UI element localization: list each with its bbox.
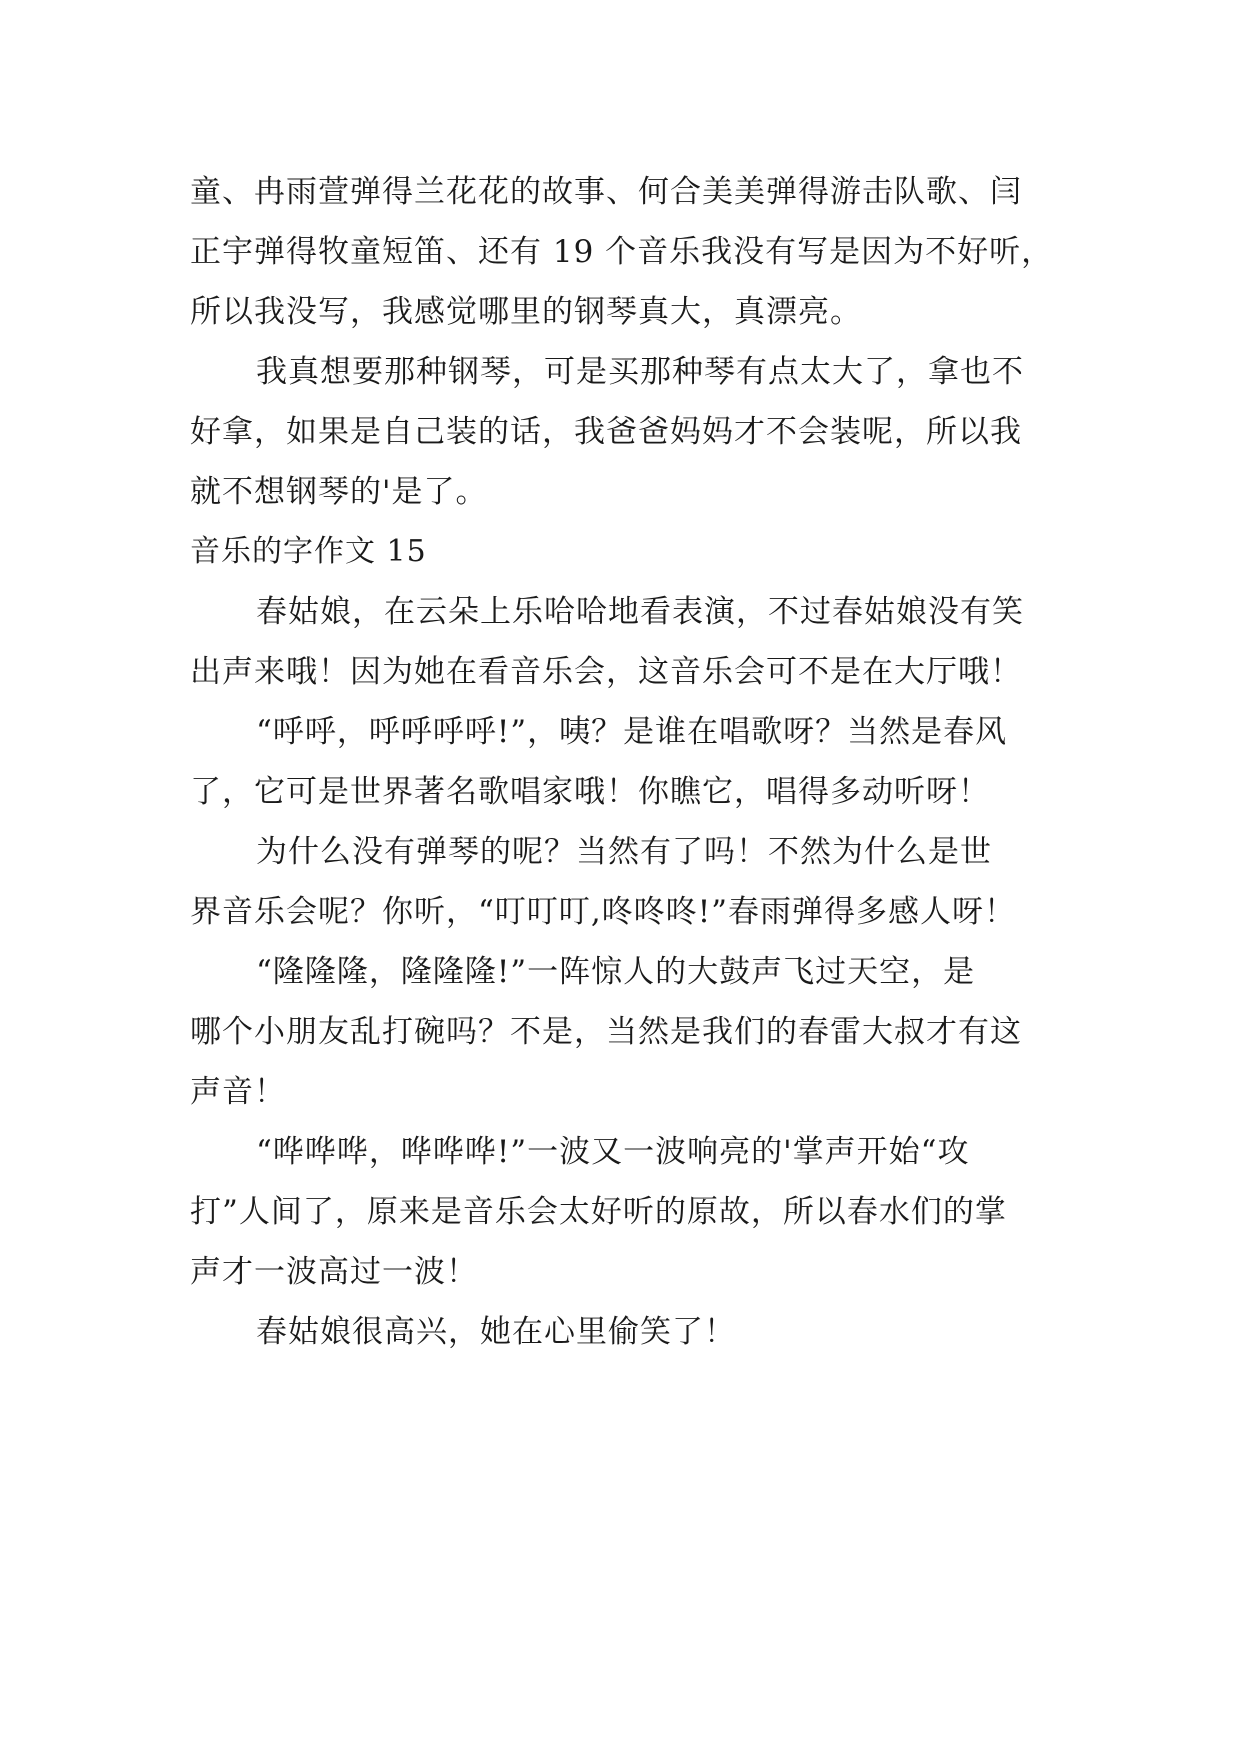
paragraph-7 — [190, 1122, 1060, 1302]
paragraph-1 — [190, 162, 1060, 342]
text-line: 就不想钢琴的'是了。 — [190, 474, 488, 510]
text-line: 打”人间了，原来是音乐会太好听的原故，所以春水们的掌 — [190, 1194, 1007, 1230]
document-page — [190, 162, 1060, 1362]
text-line: 我真想要那种钢琴，可是买那种琴有点太大了，拿也不 — [256, 354, 1024, 390]
text-line: 声音！ — [190, 1074, 286, 1110]
text-line: 好拿，如果是自己装的话，我爸爸妈妈才不会装呢，所以我 — [190, 414, 1022, 450]
section-heading: 音乐的字作文 15 — [190, 534, 427, 569]
paragraph-2 — [190, 342, 1060, 522]
text-line: 童、冉雨萱弹得兰花花的故事、何合美美弹得游击队歌、闫 — [190, 174, 1022, 210]
text-line: 春姑娘很高兴，她在心里偷笑了！ — [256, 1314, 736, 1350]
text-line: “呼呼，呼呼呼呼!”，咦？是谁在唱歌呀？当然是春风 — [256, 714, 1008, 750]
text-line: “隆隆隆，隆隆隆!”一阵惊人的大鼓声飞过天空，是 — [256, 954, 976, 990]
paragraph-8 — [190, 1302, 1060, 1362]
text-line: 春姑娘，在云朵上乐哈哈地看表演，不过春姑娘没有笑 — [256, 594, 1024, 630]
paragraph-6 — [190, 942, 1060, 1122]
text-line: 了，它可是世界著名歌唱家哦！你瞧它，唱得多动听呀！ — [190, 774, 990, 810]
paragraph-4 — [190, 702, 1060, 822]
paragraph-3 — [190, 582, 1060, 702]
text-line: 界音乐会呢？你听，“叮叮叮,咚咚咚!”春雨弹得多感人呀！ — [190, 894, 1017, 930]
text-line: 声才一波高过一波！ — [190, 1254, 478, 1290]
text-line: 出声来哦！因为她在看音乐会，这音乐会可不是在大厅哦！ — [190, 654, 1022, 690]
paragraph-5 — [190, 822, 1060, 942]
text-line: “哗哗哗，哗哗哗!”一波又一波响亮的'掌声开始“攻 — [256, 1134, 970, 1170]
text-line: 哪个小朋友乱打碗吗？不是，当然是我们的春雷大叔才有这 — [190, 1014, 1022, 1050]
text-line: 为什么没有弹琴的呢？当然有了吗！不然为什么是世 — [256, 834, 992, 870]
text-line: 所以我没写，我感觉哪里的钢琴真大，真漂亮。 — [190, 294, 862, 330]
text-line: 正宇弹得牧童短笛、还有 19 个音乐我没有写是因为不好听， — [190, 234, 1054, 270]
